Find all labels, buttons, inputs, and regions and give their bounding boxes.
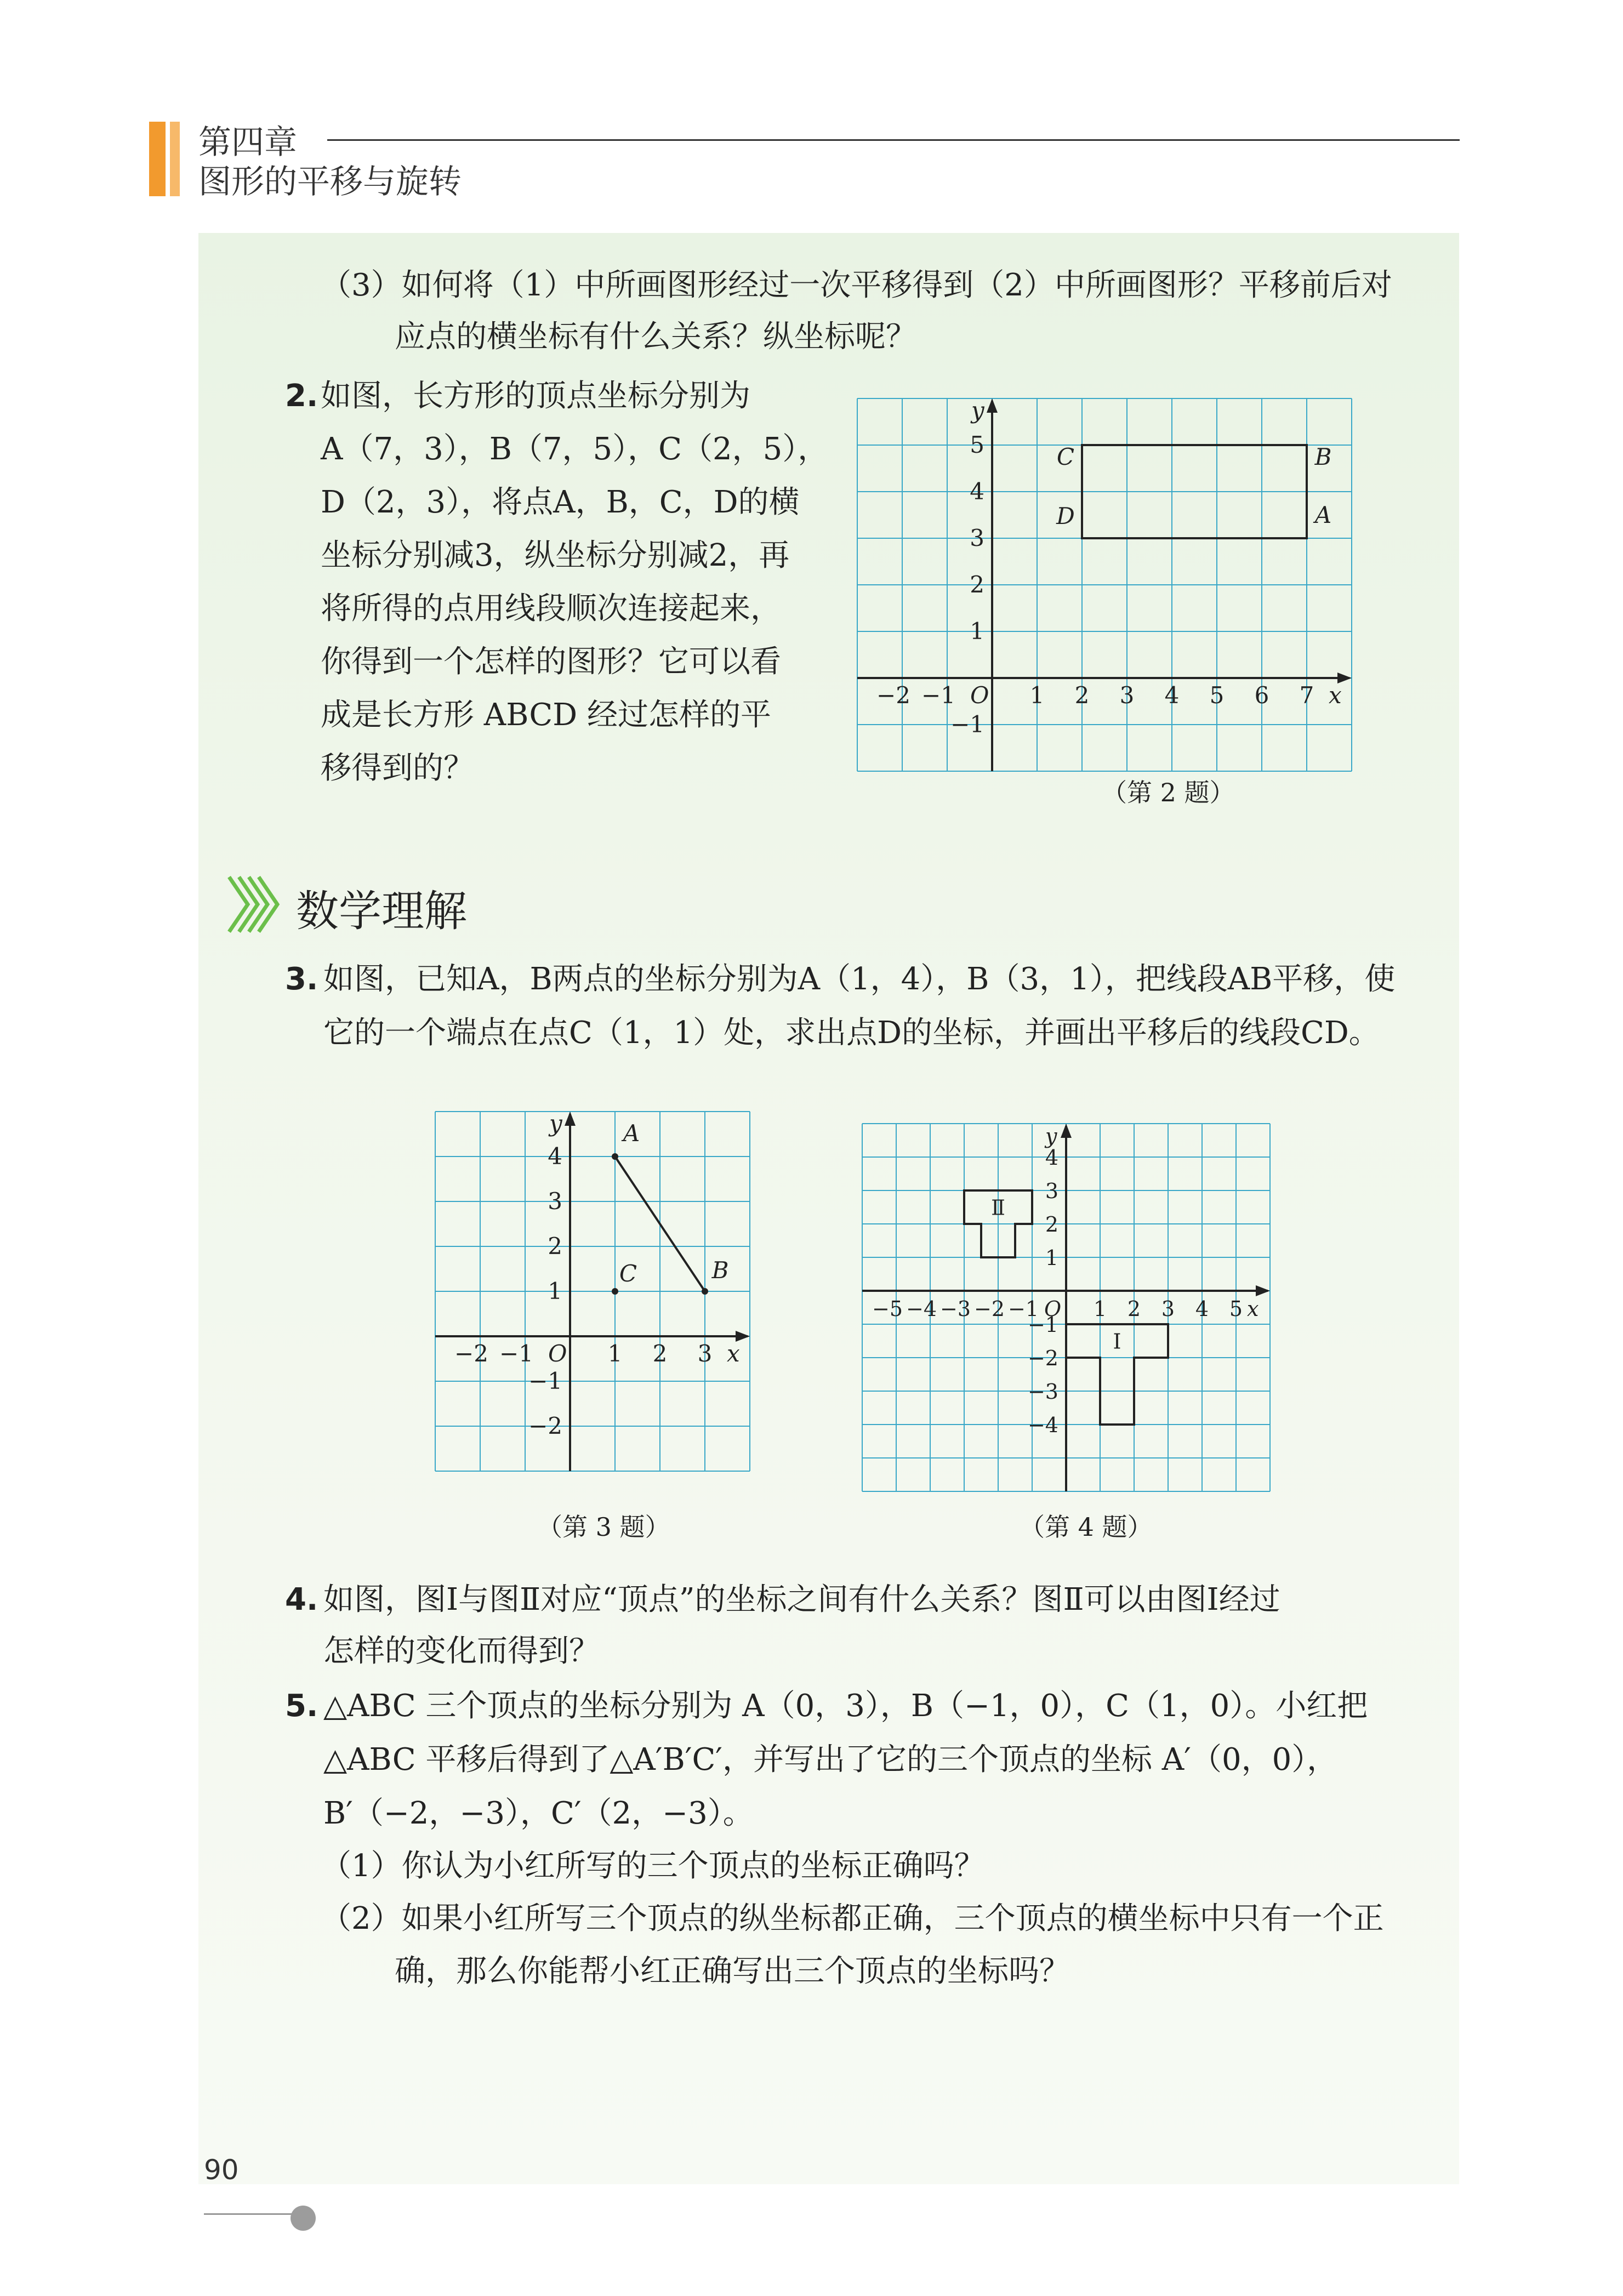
y-tick-label: 1	[1045, 1246, 1058, 1270]
x-tick-label: −2	[876, 682, 910, 709]
y-axis-arrow	[565, 1112, 576, 1126]
q2-line: 将所得的点用线段顺次连接起来，	[321, 591, 781, 626]
x-tick-label: 7	[1299, 682, 1314, 709]
page-number-rule	[204, 2213, 297, 2215]
page-number: 90	[204, 2154, 239, 2186]
page-dot	[291, 2206, 316, 2231]
q2-line: 移得到的？	[321, 750, 474, 786]
x-tick-label: 4	[1164, 682, 1180, 709]
y-axis-label: y	[549, 1110, 562, 1137]
q1-part3-line1: （3）如何将（1）中所画图形经过一次平移得到（2）中所画图形？平移前后对	[321, 267, 1392, 303]
x-tick-label: 3	[1161, 1297, 1175, 1321]
y-tick-label: 1	[548, 1278, 562, 1304]
x-tick-label: −5	[872, 1297, 903, 1321]
y-tick-label: −2	[528, 1412, 562, 1439]
q3-line2: 它的一个端点在点C（1，1）处，求出点D的坐标，并画出平移后的线段CD。	[323, 1015, 1380, 1051]
q5-sub2-line2: 确，那么你能帮小红正确写出三个顶点的坐标吗？	[395, 1953, 1070, 1989]
shape-2-label: Ⅱ	[991, 1195, 1005, 1220]
figure-4-coordinate-grid	[874, 1104, 1302, 1499]
y-tick-label: −1	[1027, 1313, 1058, 1337]
y-tick-label: −1	[528, 1368, 562, 1394]
x-axis-label: x	[1247, 1297, 1259, 1321]
y-tick-label: 3	[970, 525, 984, 551]
y-tick-label: −3	[1027, 1380, 1058, 1404]
point-c-label: C	[619, 1260, 637, 1287]
figure-4-caption: （第 4 题）	[1020, 1512, 1153, 1542]
point-a-label: A	[623, 1120, 640, 1147]
shape-1-label: Ⅰ	[1113, 1329, 1121, 1354]
point-b-label: B	[1314, 443, 1332, 470]
point-b-dot	[702, 1288, 708, 1295]
y-tick-label: −2	[1027, 1346, 1058, 1370]
y-tick-label: 2	[970, 571, 984, 598]
x-tick-label: 2	[1074, 682, 1090, 709]
y-axis-arrow	[987, 398, 998, 413]
header-accent-bar	[149, 122, 166, 196]
x-axis-arrow	[1256, 1285, 1270, 1296]
x-tick-label: −1	[499, 1340, 533, 1367]
x-tick-label: 4	[1195, 1297, 1209, 1321]
origin-label: O	[1044, 1297, 1062, 1321]
y-tick-label: 2	[548, 1233, 562, 1260]
q1-part3-line2: 应点的横坐标有什么关系？纵坐标呢？	[395, 319, 916, 355]
q2-line: D（2，3），将点A，B，C，D的横	[321, 485, 800, 520]
point-a-dot	[612, 1153, 618, 1160]
y-tick-label: 5	[970, 431, 984, 458]
q2-text	[321, 369, 841, 795]
y-tick-label: 3	[548, 1188, 562, 1215]
figure-2-coordinate-grid	[876, 381, 1436, 765]
y-tick-label: 4	[548, 1143, 562, 1170]
y-tick-label: 3	[1045, 1179, 1058, 1203]
x-tick-label: 2	[652, 1340, 668, 1367]
point-b-label: B	[711, 1257, 729, 1284]
x-tick-label: −3	[939, 1297, 971, 1321]
x-tick-label: 2	[1127, 1297, 1141, 1321]
chapter-label: 第四章	[198, 123, 297, 162]
x-tick-label: −4	[906, 1297, 937, 1321]
origin-label: O	[970, 682, 989, 709]
point-c-label: C	[1056, 443, 1075, 470]
y-axis-label: y	[1045, 1124, 1057, 1148]
y-tick-label: 1	[970, 618, 984, 645]
point-a-label: A	[1314, 502, 1332, 528]
x-tick-label: −2	[973, 1297, 1005, 1321]
figure-2-caption: （第 2 题）	[1102, 778, 1235, 807]
q3-line1: 如图，已知A，B两点的坐标分别为A（1，4），B（3，1），把线段AB平移，使	[323, 961, 1396, 997]
y-tick-label: −1	[950, 711, 984, 738]
q5-sub2-line1: （2）如果小红所写三个顶点的纵坐标都正确，三个顶点的横坐标中只有一个正	[321, 1901, 1384, 1936]
q2-line: 成是长方形 ABCD 经过怎样的平	[321, 697, 771, 733]
q4-line1: 如图，图Ⅰ与图Ⅱ对应“顶点”的坐标之间有什么关系？图Ⅱ可以由图Ⅰ经过	[323, 1582, 1280, 1617]
y-tick-label: −4	[1027, 1413, 1058, 1437]
x-axis-label: x	[727, 1340, 740, 1367]
x-tick-label: 3	[1119, 682, 1135, 709]
x-tick-label: 6	[1254, 682, 1269, 709]
q5-sub1: （1）你认为小红所写的三个顶点的坐标正确吗？	[321, 1848, 985, 1884]
y-tick-label: 4	[970, 478, 984, 505]
x-tick-label: 3	[697, 1340, 713, 1367]
x-axis-label: x	[1329, 682, 1342, 709]
y-tick-label: 2	[1045, 1212, 1058, 1237]
x-tick-label: 5	[1209, 682, 1225, 709]
x-tick-label: −2	[454, 1340, 488, 1367]
x-tick-label: −1	[1007, 1297, 1039, 1321]
header-accent-bar-light	[170, 122, 180, 196]
x-tick-label: 1	[1029, 682, 1045, 709]
origin-label: O	[548, 1340, 567, 1367]
q2-line: A（7，3），B（7，5），C（2，5），	[321, 431, 829, 467]
q2-line: 坐标分别减3，纵坐标分别减2，再	[321, 538, 790, 573]
header-rule	[327, 139, 1460, 141]
figure-3-caption: （第 3 题）	[537, 1512, 670, 1542]
x-tick-label: 1	[607, 1340, 623, 1367]
q2-line: 你得到一个怎样的图形？它可以看	[321, 644, 781, 680]
chapter-title: 图形的平移与旋转	[198, 163, 462, 201]
point-c-dot	[612, 1288, 618, 1295]
q5-number: 5.	[285, 1688, 318, 1724]
y-axis-arrow	[1061, 1124, 1072, 1138]
q5-line2: △ABC 平移后得到了△A′B′C′，并写出了它的三个顶点的坐标 A′（0，0），	[323, 1742, 1338, 1777]
q5-line3: B′（−2，−3），C′（2，−3）。	[323, 1796, 754, 1831]
q5-line1: △ABC 三个顶点的坐标分别为 A（0，3），B（−1，0），C（1，0）。小红把	[323, 1688, 1368, 1724]
x-tick-label: −1	[921, 682, 955, 709]
q3-number: 3.	[285, 961, 318, 997]
y-tick-label: 4	[1045, 1146, 1058, 1170]
q2-line: 如图，长方形的顶点坐标分别为	[321, 378, 750, 414]
y-axis-label: y	[971, 397, 984, 424]
q4-number: 4.	[285, 1582, 318, 1617]
chevron-arrows-icon	[226, 871, 286, 937]
point-d-label: D	[1056, 503, 1075, 529]
q4-line2: 怎样的变化而得到？	[323, 1633, 600, 1669]
x-tick-label: 1	[1093, 1297, 1107, 1321]
x-tick-label: 5	[1229, 1297, 1243, 1321]
q2-number: 2.	[285, 378, 318, 414]
figure-3-coordinate-grid	[433, 1106, 773, 1490]
section-title: 数学理解	[296, 887, 468, 936]
